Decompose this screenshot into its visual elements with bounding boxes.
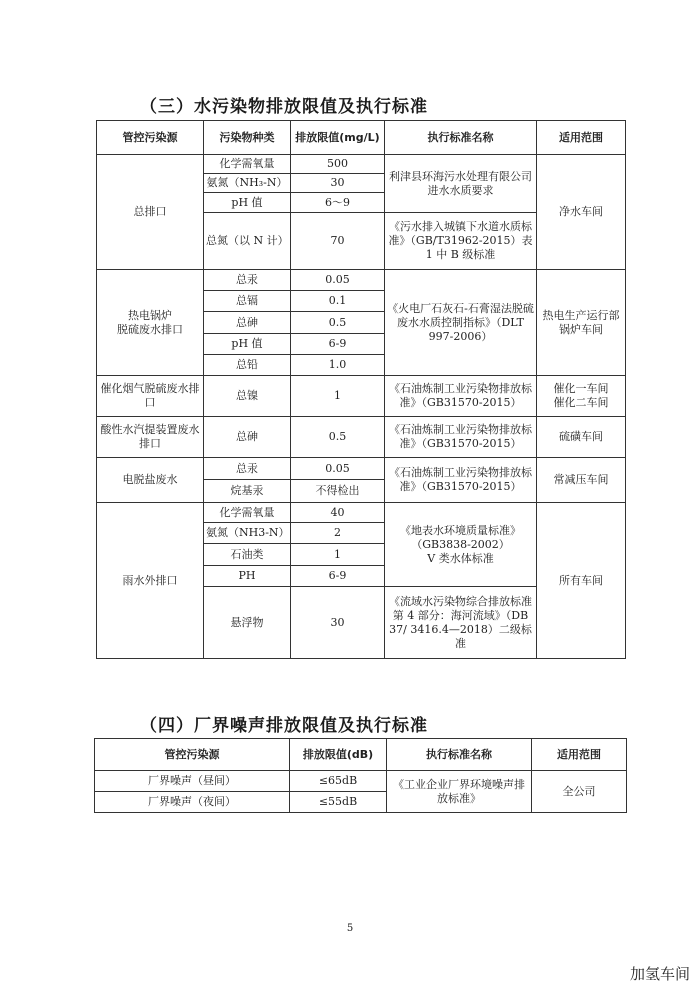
pollutant-cell: pH 值 — [204, 334, 291, 355]
limit-cell: 0.5 — [291, 417, 385, 458]
limit-cell: 0.1 — [291, 291, 385, 312]
standard-cell: 《流域水污染物综合排放标准 第 4 部分：海河流域》（DB 37/ 3416.4—2018）二级标准 — [385, 587, 537, 659]
table-row — [95, 771, 627, 792]
scope-cell: 硫磺车间 — [537, 417, 626, 458]
limit-cell: 30 — [291, 587, 385, 659]
limit-cell: 6-9 — [291, 334, 385, 355]
pollutant-cell: 总砷 — [204, 312, 291, 334]
pollutant-cell: 总镍 — [204, 376, 291, 417]
table-header-row — [97, 121, 626, 155]
limit-cell: 1 — [291, 376, 385, 417]
scope-cell: 全公司 — [532, 771, 627, 813]
table-row — [97, 155, 626, 174]
standard-cell: 《地表水环境质量标准》（GB3838-2002） V 类水体标准 — [385, 503, 537, 587]
table-row — [97, 270, 626, 291]
source-cell: 雨水外排口 — [97, 503, 204, 659]
pollutant-cell: PH — [204, 566, 291, 587]
limit-cell: 30 — [291, 174, 385, 193]
page-number: 5 — [346, 923, 354, 934]
limit-cell: ≤65dB — [290, 771, 387, 792]
limit-cell: 6～9 — [291, 193, 385, 213]
scope-cell: 热电生产运行部锅炉车间 — [537, 270, 626, 376]
scope-cell: 催化一车间 催化二车间 — [537, 376, 626, 417]
limit-cell: 6-9 — [291, 566, 385, 587]
standard-cell: 《工业企业厂界环境噪声排放标准》 — [387, 771, 532, 813]
limit-cell: 70 — [291, 213, 385, 270]
standard-cell: 《石油炼制工业污染物排放标准》（GB31570-2015） — [385, 458, 537, 503]
source-cell: 酸性水汽提装置废水排口 — [97, 417, 204, 458]
source-cell: 厂界噪声（夜间） — [95, 792, 290, 813]
standard-cell: 《石油炼制工业污染物排放标准》（GB31570-2015） — [385, 417, 537, 458]
table-row — [97, 503, 626, 523]
pollutant-cell: 总氮（以 N 计） — [204, 213, 291, 270]
pollutant-cell: 总铅 — [204, 355, 291, 376]
header-standard: 执行标准名称 — [385, 121, 537, 155]
limit-cell: 0.05 — [291, 270, 385, 291]
section4-title: （四）厂界噪声排放限值及执行标准 — [140, 716, 428, 736]
source-cell: 厂界噪声（昼间） — [95, 771, 290, 792]
source-cell: 热电锅炉 脱硫废水排口 — [97, 270, 204, 376]
scope-cell: 净水车间 — [537, 155, 626, 270]
watermark-label: 加氢车间 — [629, 965, 690, 983]
limit-cell: 不得检出 — [291, 480, 385, 503]
standard-cell: 《石油炼制工业污染物排放标准》（GB31570-2015） — [385, 376, 537, 417]
table-header-row — [95, 739, 627, 771]
limit-cell: 0.05 — [291, 458, 385, 480]
pollutant-cell: 化学需氧量 — [204, 503, 291, 523]
source-cell: 催化烟气脱硫废水排口 — [97, 376, 204, 417]
pollutant-cell: 石油类 — [204, 544, 291, 566]
standard-cell: 《火电厂石灰石-石膏湿法脱硫废水水质控制指标》（DLT 997-2006） — [385, 270, 537, 376]
header-scope: 适用范围 — [532, 739, 627, 771]
standard-cell: 利津县环海污水处理有限公司进水水质要求 — [385, 155, 537, 213]
header-scope: 适用范围 — [537, 121, 626, 155]
pollutant-cell: 氨氮（NH₃-N） — [204, 174, 291, 193]
pollutant-cell: 总汞 — [204, 270, 291, 291]
limit-cell: 500 — [291, 155, 385, 174]
noise-table — [94, 738, 627, 813]
limit-cell: 0.5 — [291, 312, 385, 334]
water-pollutant-table — [96, 120, 626, 659]
pollutant-cell: 化学需氧量 — [204, 155, 291, 174]
limit-cell: 1.0 — [291, 355, 385, 376]
limit-cell: 1 — [291, 544, 385, 566]
limit-cell: ≤55dB — [290, 792, 387, 813]
pollutant-cell: 氨氮（NH3-N） — [204, 523, 291, 544]
scope-cell: 所有车间 — [537, 503, 626, 659]
pollutant-cell: pH 值 — [204, 193, 291, 213]
header-limit: 排放限值(dB) — [290, 739, 387, 771]
pollutant-cell: 悬浮物 — [204, 587, 291, 659]
header-limit: 排放限值(mg/L) — [291, 121, 385, 155]
header-source: 管控污染源 — [97, 121, 204, 155]
pollutant-cell: 总镉 — [204, 291, 291, 312]
scope-cell: 常减压车间 — [537, 458, 626, 503]
table-row — [97, 376, 626, 417]
table-row — [97, 417, 626, 458]
source-cell: 总排口 — [97, 155, 204, 270]
section3-title: （三）水污染物排放限值及执行标准 — [140, 97, 428, 117]
header-standard: 执行标准名称 — [387, 739, 532, 771]
standard-cell: 《污水排入城镇下水道水质标准》（GB/T31962-2015）表 1 中 B 级标准 — [385, 213, 537, 270]
header-pollutant: 污染物种类 — [204, 121, 291, 155]
table-row — [97, 458, 626, 480]
limit-cell: 40 — [291, 503, 385, 523]
header-source: 管控污染源 — [95, 739, 290, 771]
pollutant-cell: 总汞 — [204, 458, 291, 480]
pollutant-cell: 总砷 — [204, 417, 291, 458]
source-cell: 电脱盐废水 — [97, 458, 204, 503]
pollutant-cell: 烷基汞 — [204, 480, 291, 503]
limit-cell: 2 — [291, 523, 385, 544]
